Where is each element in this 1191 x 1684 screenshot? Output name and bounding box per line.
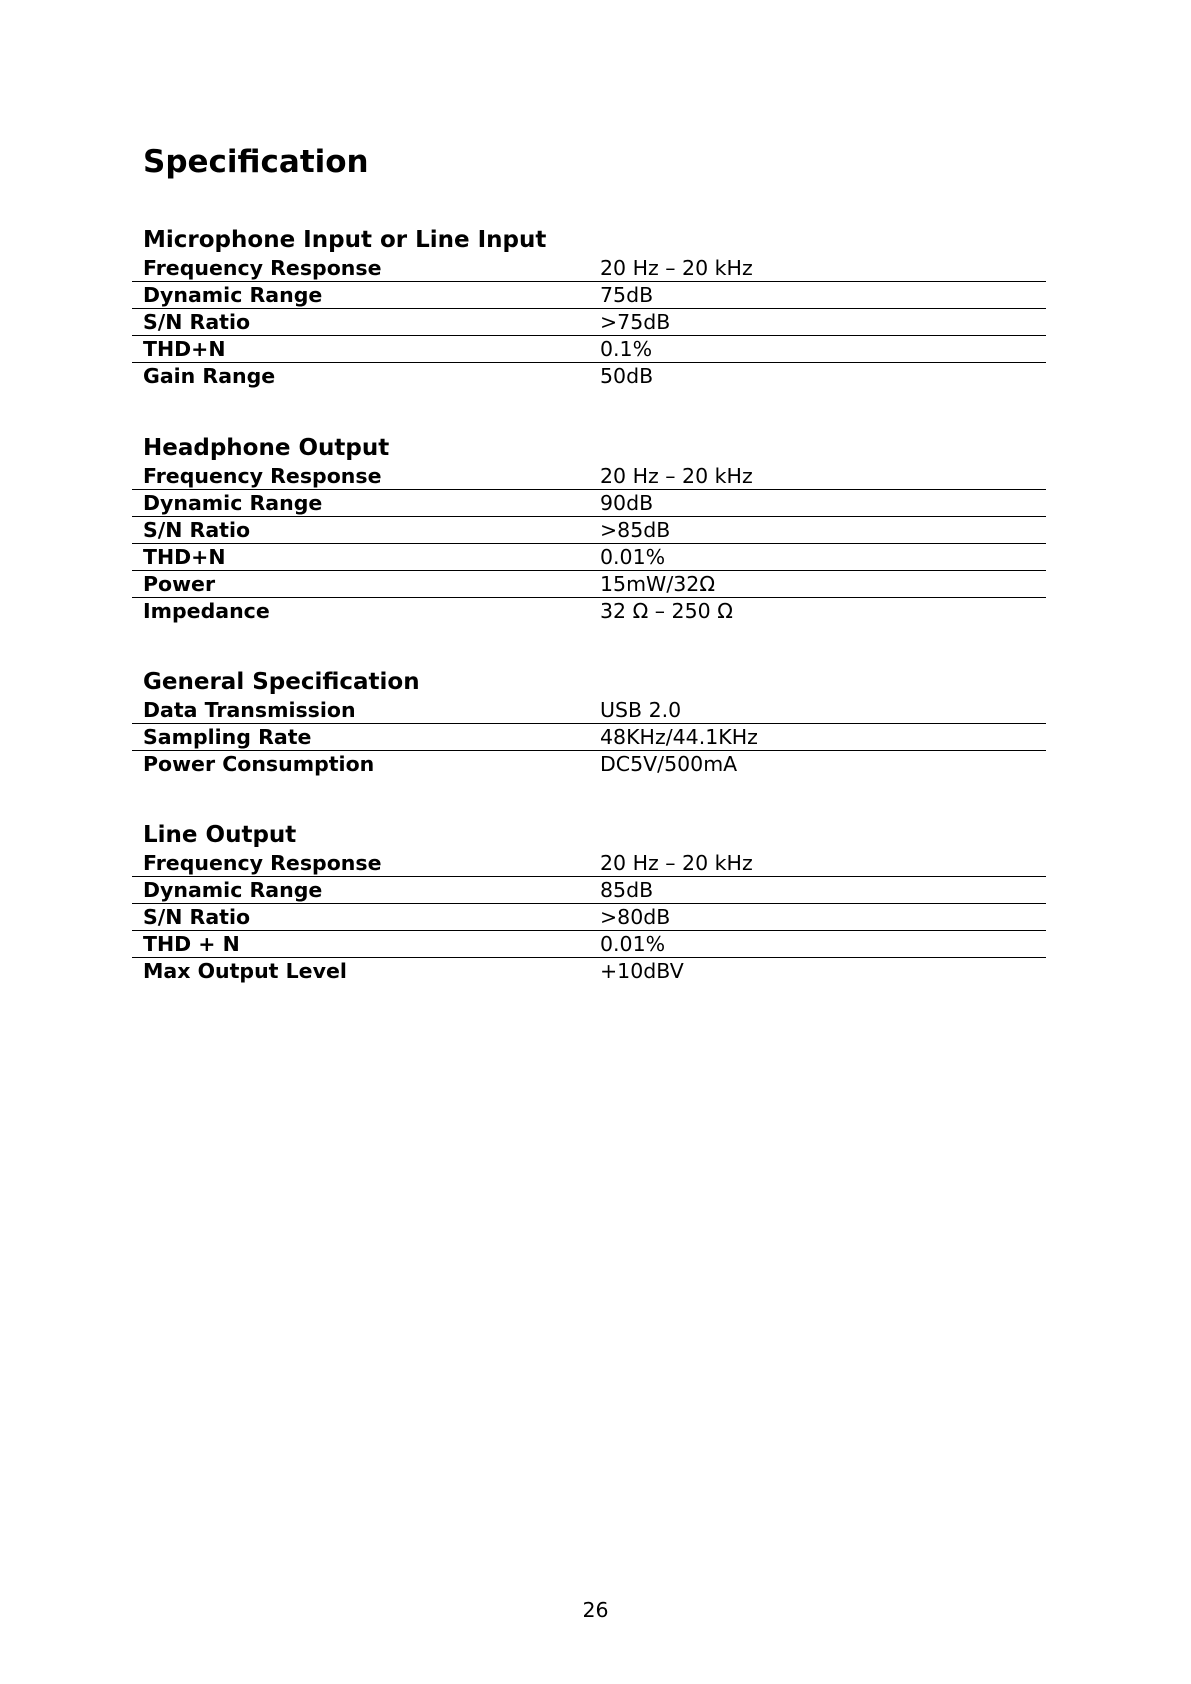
page-title: Specification bbox=[143, 144, 369, 180]
spec-label: THD+N bbox=[132, 544, 590, 571]
spec-section-microphone-input bbox=[132, 225, 1046, 389]
spec-value: 48KHz/44.1KHz bbox=[590, 724, 1046, 751]
section-heading: Line Output bbox=[143, 822, 297, 848]
page-number: 26 bbox=[582, 1598, 609, 1622]
spec-label: THD + N bbox=[132, 931, 590, 958]
spec-table bbox=[132, 697, 1046, 777]
table-row bbox=[132, 877, 1046, 904]
spec-table bbox=[132, 850, 1046, 984]
spec-value: >85dB bbox=[590, 517, 1046, 544]
spec-label: Data Transmission bbox=[143, 698, 356, 722]
spec-value: 20 Hz – 20 kHz bbox=[600, 256, 753, 280]
spec-value: USB 2.0 bbox=[600, 698, 682, 722]
spec-section-headphone-output bbox=[132, 433, 1046, 624]
spec-label: Power Consumption bbox=[132, 751, 590, 778]
spec-value: 0.01% bbox=[590, 544, 1046, 571]
spec-value: 32 Ω – 250 Ω bbox=[590, 598, 1046, 625]
table-row bbox=[132, 255, 1046, 282]
spec-value: DC5V/500mA bbox=[590, 751, 1046, 778]
spec-table bbox=[132, 463, 1046, 624]
table-row bbox=[132, 931, 1046, 958]
spec-value: 0.1% bbox=[590, 336, 1046, 363]
spec-section-general bbox=[132, 667, 1046, 777]
table-row bbox=[132, 724, 1046, 751]
spec-label: Frequency Response bbox=[143, 851, 382, 875]
spec-value: 85dB bbox=[590, 877, 1046, 904]
table-row bbox=[132, 751, 1046, 778]
table-row bbox=[132, 309, 1046, 336]
spec-label: Gain Range bbox=[132, 363, 590, 390]
table-row bbox=[132, 544, 1046, 571]
spec-label: Frequency Response bbox=[143, 256, 382, 280]
spec-label: Frequency Response bbox=[143, 464, 382, 488]
spec-value: 15mW/32Ω bbox=[590, 571, 1046, 598]
spec-label: Dynamic Range bbox=[132, 877, 590, 904]
table-row bbox=[132, 697, 1046, 724]
spec-value: 75dB bbox=[590, 282, 1046, 309]
table-row bbox=[132, 490, 1046, 517]
spec-value: 20 Hz – 20 kHz bbox=[600, 464, 753, 488]
spec-label: S/N Ratio bbox=[132, 517, 590, 544]
spec-value: +10dBV bbox=[590, 958, 1046, 985]
spec-label: THD+N bbox=[132, 336, 590, 363]
table-row bbox=[132, 904, 1046, 931]
table-row bbox=[132, 517, 1046, 544]
spec-table bbox=[132, 255, 1046, 389]
spec-value: 50dB bbox=[590, 363, 1046, 390]
spec-label: Dynamic Range bbox=[132, 490, 590, 517]
table-row bbox=[132, 282, 1046, 309]
spec-label: Dynamic Range bbox=[132, 282, 590, 309]
section-heading: General Specification bbox=[143, 669, 420, 695]
spec-label: Impedance bbox=[132, 598, 590, 625]
spec-value: 20 Hz – 20 kHz bbox=[600, 851, 753, 875]
table-row bbox=[132, 336, 1046, 363]
table-row bbox=[132, 850, 1046, 877]
table-row bbox=[132, 958, 1046, 985]
spec-value: 0.01% bbox=[590, 931, 1046, 958]
spec-value: >75dB bbox=[590, 309, 1046, 336]
table-row bbox=[132, 363, 1046, 390]
spec-label: Sampling Rate bbox=[132, 724, 590, 751]
spec-value: >80dB bbox=[590, 904, 1046, 931]
spec-label: S/N Ratio bbox=[132, 904, 590, 931]
section-heading: Microphone Input or Line Input bbox=[143, 227, 547, 253]
spec-label: Max Output Level bbox=[132, 958, 590, 985]
spec-section-line-output bbox=[132, 820, 1046, 984]
section-heading: Headphone Output bbox=[143, 435, 390, 461]
spec-value: 90dB bbox=[590, 490, 1046, 517]
table-row bbox=[132, 571, 1046, 598]
spec-label: S/N Ratio bbox=[132, 309, 590, 336]
table-row bbox=[132, 598, 1046, 625]
spec-label: Power bbox=[132, 571, 590, 598]
table-row bbox=[132, 463, 1046, 490]
